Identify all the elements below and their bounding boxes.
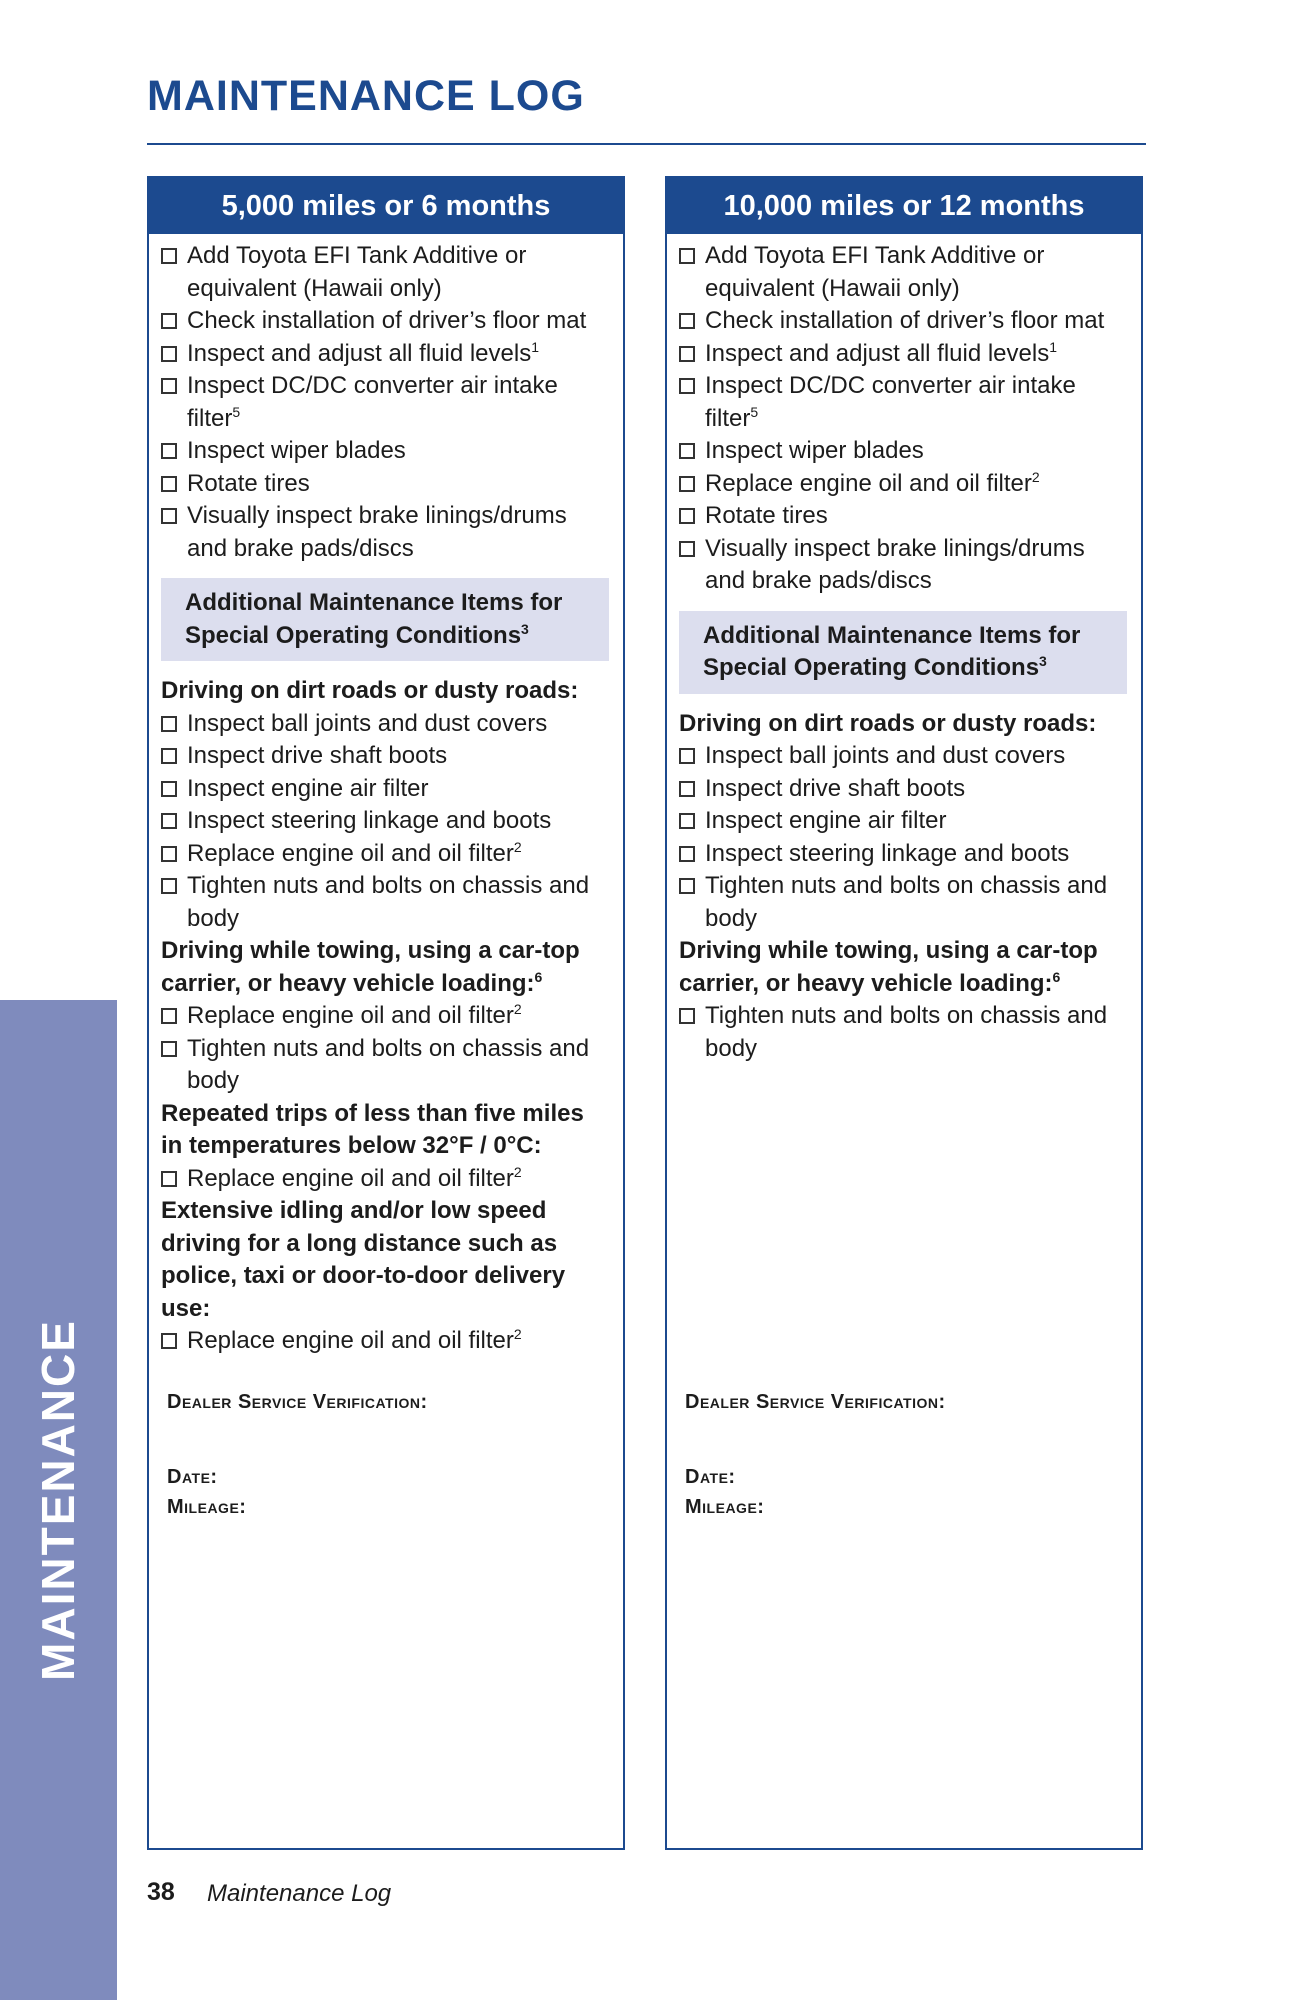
checkbox[interactable] [679, 748, 695, 764]
checkbox[interactable] [679, 378, 695, 394]
checkbox[interactable] [679, 813, 695, 829]
checkbox[interactable] [161, 313, 177, 329]
checkbox[interactable] [679, 248, 695, 264]
checkbox[interactable] [679, 346, 695, 362]
checkbox[interactable] [679, 541, 695, 557]
checklist-item-label: Add Toyota EFI Tank Additive or equivalent (Hawaii only) [187, 242, 527, 302]
checklist-item-label: Inspect drive shaft boots [705, 774, 966, 802]
column-body [667, 234, 1141, 1065]
date-label: Date: [685, 1466, 736, 1488]
checkbox[interactable] [161, 878, 177, 894]
checkbox[interactable] [161, 1041, 177, 1057]
log-column-10000 [665, 176, 1143, 1850]
checkbox[interactable] [679, 443, 695, 459]
additional-title-line2: Special Operating Conditions$^3$ [703, 653, 1047, 681]
checklist-item [679, 838, 1127, 871]
dealer-verification-label: Dealer Service Verification: [685, 1391, 946, 1413]
checklist-item [161, 805, 609, 838]
checklist-item-label: Inspect DC/DC converter air intake filter$^5$ [705, 372, 1076, 432]
checklist-item-label: Inspect drive shaft boots [187, 742, 448, 769]
checklist-item-label: Replace engine oil and oil filter$^2$ [187, 838, 522, 867]
checkbox[interactable] [161, 248, 177, 264]
checklist-item-label: Inspect and adjust all fluid levels$^1$ [705, 338, 1057, 367]
page-number: 38 [147, 1878, 175, 1906]
checklist-item-label: Tighten nuts and bolts on chassis and body [187, 872, 590, 932]
checkbox[interactable] [679, 1008, 695, 1024]
checklist-item [161, 838, 609, 871]
checklist-item [679, 435, 1127, 468]
condition-heading: Driving while towing, using a car-top carrier, or heavy vehicle loading:$^6$ [161, 937, 580, 997]
date-label: Date: [167, 1466, 218, 1488]
checklist-item-label: Inspect and adjust all fluid levels$^1$ [187, 338, 539, 367]
checkbox[interactable] [161, 716, 177, 732]
checklist-item [161, 338, 609, 371]
checklist-item-label: Inspect DC/DC converter air intake filter$^5$ [187, 372, 558, 432]
additional-title-line1: Additional Maintenance Items for [185, 589, 563, 616]
checklist-item [161, 740, 609, 773]
checklist-item-label: Tighten nuts and bolts on chassis and body [705, 872, 1108, 932]
checkbox[interactable] [161, 781, 177, 797]
checklist-item [679, 773, 1127, 806]
checkbox[interactable] [679, 878, 695, 894]
checklist-item-label: Visually inspect brake linings/drums and brake pads/discs [705, 534, 1085, 594]
checklist-item [679, 533, 1127, 598]
checklist-item [161, 1000, 609, 1033]
checklist-item [161, 870, 609, 935]
checklist-item-label: Inspect steering linkage and boots [705, 839, 1070, 867]
checkbox[interactable] [161, 1333, 177, 1349]
checkbox[interactable] [161, 378, 177, 394]
log-column-5000 [147, 176, 625, 1850]
column-header: 10,000 miles or 12 months [667, 178, 1141, 234]
checklist-item-label: Rotate tires [187, 469, 310, 497]
checkbox[interactable] [161, 508, 177, 524]
checklist-item [679, 370, 1127, 435]
checklist-item-label: Replace engine oil and oil filter$^2$ [187, 1326, 522, 1354]
checklist-item-label: Inspect wiper blades [705, 437, 924, 464]
checklist-item [679, 468, 1127, 501]
dealer-verification-label: Dealer Service Verification: [167, 1391, 428, 1413]
checklist-item-label: Add Toyota EFI Tank Additive or equivalent (Hawaii only) [705, 242, 1045, 302]
checkbox[interactable] [679, 476, 695, 492]
checklist-item-label: Inspect steering linkage and boots [187, 807, 552, 834]
condition-heading: Repeated trips of less than five miles in temperatures below 32°F / 0°C: [161, 1099, 584, 1159]
checklist-item [679, 338, 1127, 371]
checklist-item [679, 305, 1127, 338]
checklist-item-label: Inspect engine air filter [187, 774, 429, 802]
title-divider [147, 143, 1146, 145]
condition-heading: Driving on dirt roads or dusty roads: [161, 677, 579, 704]
checklist-item-label: Check installation of driver’s floor mat [705, 307, 1105, 334]
checklist-item-label: Replace engine oil and oil filter$^2$ [187, 1163, 522, 1192]
checklist-item-label: Tighten nuts and bolts on chassis and body [187, 1034, 590, 1094]
checkbox[interactable] [161, 346, 177, 362]
checkbox[interactable] [161, 476, 177, 492]
checklist-item [161, 773, 609, 806]
checklist-item-label: Tighten nuts and bolts on chassis and body [705, 1002, 1108, 1062]
checklist-item [161, 305, 609, 338]
column-header: 5,000 miles or 6 months [149, 178, 623, 234]
checkbox[interactable] [161, 846, 177, 862]
checklist-item-label: Replace engine oil and oil filter$^2$ [187, 1001, 522, 1029]
checklist-item [161, 500, 609, 565]
checklist-item-label: Replace engine oil and oil filter$^2$ [705, 468, 1040, 497]
checkbox[interactable] [679, 313, 695, 329]
checklist-item [161, 370, 609, 435]
checklist-item [161, 1163, 609, 1196]
additional-items-box [679, 611, 1127, 694]
additional-items-box [161, 578, 609, 661]
checklist-item-label: Inspect engine air filter [705, 807, 947, 834]
checklist-item-label: Visually inspect brake linings/drums and brake pads/discs [187, 502, 567, 562]
checkbox[interactable] [161, 1008, 177, 1024]
footer-section-title: Maintenance Log [207, 1880, 392, 1907]
checklist-item [679, 1000, 1127, 1065]
conditions-list [679, 708, 1127, 1066]
condition-heading: Driving on dirt roads or dusty roads: [679, 709, 1097, 737]
checkbox[interactable] [679, 508, 695, 524]
checkbox[interactable] [161, 813, 177, 829]
checklist-item-label: Rotate tires [705, 502, 828, 529]
checklist-item [679, 870, 1127, 935]
checklist [679, 240, 1127, 598]
checklist-item-label: Inspect ball joints and dust covers [705, 742, 1066, 769]
checklist-item [161, 468, 609, 501]
side-tab-label: MAINTENANCE [32, 1319, 84, 1681]
column-body [149, 234, 623, 1358]
checklist-item [161, 240, 609, 305]
mileage-label: Mileage: [685, 1496, 765, 1518]
checklist-item [679, 240, 1127, 305]
checkbox[interactable] [161, 1171, 177, 1187]
conditions-list [161, 675, 609, 1358]
checkbox[interactable] [679, 781, 695, 797]
checklist-item-label: Inspect wiper blades [187, 437, 406, 464]
checklist-item [679, 740, 1127, 773]
page-title: MAINTENANCE LOG [147, 72, 585, 120]
checklist-item [161, 435, 609, 468]
additional-title-line2: Special Operating Conditions$^3$ [185, 620, 529, 649]
condition-heading: Extensive idling and/or low speed driving for a long distance such as police, taxi or door-to-door delivery use: [161, 1197, 566, 1322]
checklist [161, 240, 609, 565]
checklist-item [161, 708, 609, 741]
checkbox[interactable] [161, 748, 177, 764]
checklist-item-label: Check installation of driver’s floor mat [187, 307, 587, 334]
checkbox[interactable] [679, 846, 695, 862]
checklist-item [161, 1325, 609, 1358]
checklist-item [679, 500, 1127, 533]
mileage-label: Mileage: [167, 1496, 247, 1518]
checklist-item [161, 1033, 609, 1098]
additional-title-line1: Additional Maintenance Items for [703, 621, 1081, 649]
checkbox[interactable] [161, 443, 177, 459]
condition-heading: Driving while towing, using a car-top carrier, or heavy vehicle loading:$^6$ [679, 937, 1098, 997]
checklist-item [679, 805, 1127, 838]
checklist-item-label: Inspect ball joints and dust covers [187, 709, 548, 737]
